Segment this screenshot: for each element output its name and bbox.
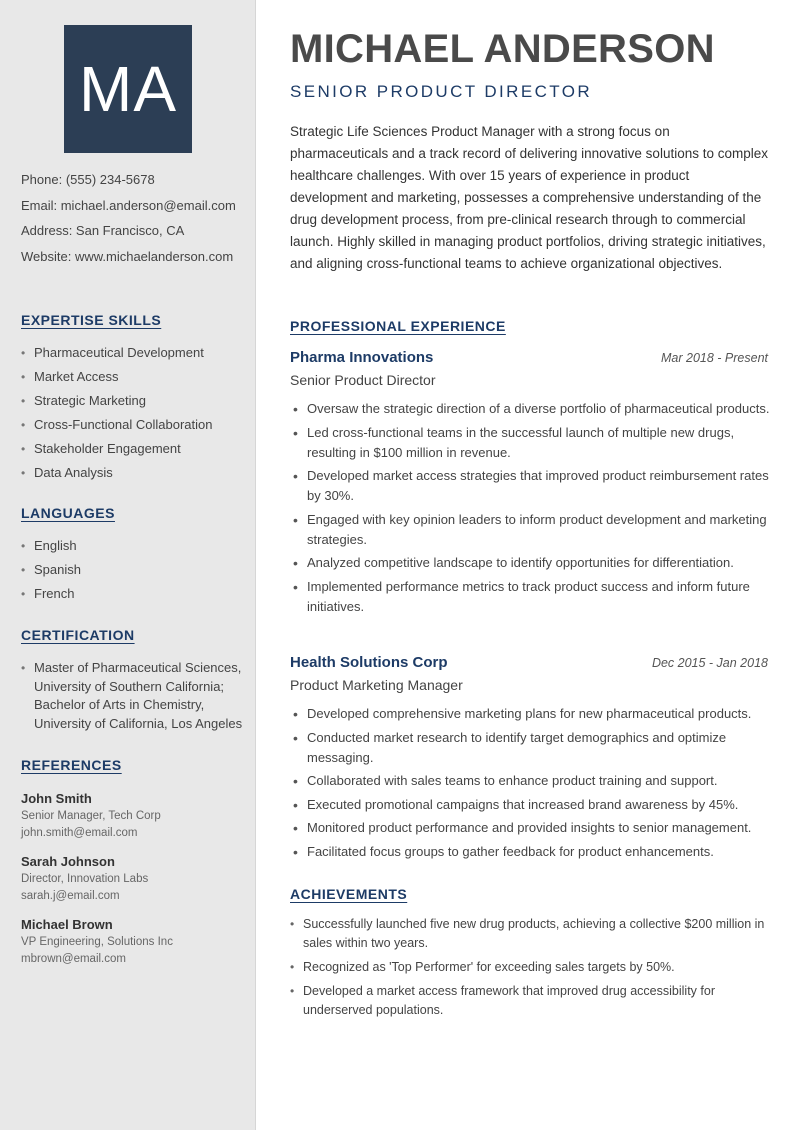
achievements-heading: ACHIEVEMENTS <box>290 886 408 902</box>
languages-heading: LANGUAGES <box>21 505 115 521</box>
reference-item <box>21 916 249 968</box>
skill-item: • Cross-Functional Collaboration <box>21 415 249 439</box>
reference-role: Senior Manager, Tech Corp <box>21 810 161 822</box>
job-company: Pharma Innovations <box>290 349 434 366</box>
skill-item: • Pharmaceutical Development <box>21 343 249 367</box>
job-bullet: • Executed promotional campaigns that increased brand awareness by 45%. <box>290 795 770 815</box>
reference-name: John Smith <box>21 791 92 806</box>
languages-list <box>21 536 249 608</box>
reference-name: Sarah Johnson <box>21 854 115 869</box>
reference-role: Director, Innovation Labs <box>21 873 149 885</box>
experience-heading: PROFESSIONAL EXPERIENCE <box>290 318 506 334</box>
job-bullet: • Oversaw the strategic direction of a diverse portfolio of pharmaceutical products. <box>290 399 770 419</box>
reference-role: VP Engineering, Solutions Inc <box>21 936 173 948</box>
achievements-list <box>290 915 770 1025</box>
language-item: • English <box>21 536 249 560</box>
skill-item: • Market Access <box>21 367 249 391</box>
contact-phone: Phone: (555) 234-5678 <box>21 172 155 187</box>
skill-item: • Stakeholder Engagement <box>21 439 249 463</box>
job-bullet: • Analyzed competitive landscape to identify opportunities for differentiation. <box>290 553 770 573</box>
contact-info <box>21 170 249 272</box>
reference-item <box>21 853 249 905</box>
skills-heading: EXPERTISE SKILLS <box>21 312 162 328</box>
skills-list <box>21 343 249 487</box>
job-bullet: • Monitored product performance and provided insights to senior management. <box>290 818 770 838</box>
sidebar <box>0 0 256 1130</box>
job-role: Senior Product Director <box>290 372 436 388</box>
certification-line: • Master of Pharmaceutical Sciences, <box>34 660 242 675</box>
job-bullets <box>290 704 770 865</box>
job-bullet: • Collaborated with sales teams to enhance product training and support. <box>290 771 770 791</box>
reference-name: Michael Brown <box>21 917 113 932</box>
skill-item: • Strategic Marketing <box>21 391 249 415</box>
candidate-name: MICHAEL ANDERSON <box>290 27 715 71</box>
job-dates: Mar 2018 - Present <box>661 351 768 365</box>
contact-email: Email: michael.anderson@email.com <box>21 197 236 213</box>
reference-email: john.smith@email.com <box>21 827 138 839</box>
job-role: Product Marketing Manager <box>290 677 463 693</box>
contact-website: Website: www.michaelanderson.com <box>21 248 234 264</box>
job-bullet: • Developed comprehensive marketing plans for new pharmaceutical products. <box>290 704 770 724</box>
contact-address: Address: San Francisco, CA <box>21 223 185 238</box>
reference-item <box>21 790 249 842</box>
skill-item: • Data Analysis <box>21 463 249 487</box>
job-company: Health Solutions Corp <box>290 654 448 671</box>
job-bullets <box>290 399 770 620</box>
job-bullet: • Led cross-functional teams in the successful launch of multiple new drugs, resulting in $100 million in revenue. <box>290 423 770 463</box>
job-bullet: • Implemented performance metrics to track product success and inform future initiatives. <box>290 577 770 617</box>
job-bullet: • Engaged with key opinion leaders to inform product development and marketing strategies. <box>290 510 770 550</box>
reference-email: sarah.j@email.com <box>21 890 120 902</box>
achievement-item: • Developed a market access framework that improved drug accessibility for underserved populations. <box>290 982 770 1020</box>
reference-email: mbrown@email.com <box>21 953 126 965</box>
language-item: • Spanish <box>21 560 249 584</box>
candidate-title: SENIOR PRODUCT DIRECTOR <box>290 82 593 101</box>
job-bullet: • Conducted market research to identify target demographics and optimize messaging. <box>290 728 770 768</box>
certification-heading: CERTIFICATION <box>21 627 135 643</box>
job-dates: Dec 2015 - Jan 2018 <box>651 656 768 670</box>
job-bullet: • Facilitated focus groups to gather feedback for product enhancements. <box>290 842 770 862</box>
certification-line: University of California, Los Angeles <box>34 716 243 732</box>
achievement-item: • Recognized as 'Top Performer' for exceeding sales targets by 50%. <box>290 958 770 977</box>
monogram-avatar: MA <box>64 25 192 153</box>
language-item: • French <box>21 584 249 608</box>
references-heading: REFERENCES <box>21 757 122 773</box>
certification-line: Bachelor of Arts in Chemistry, <box>34 697 205 713</box>
achievement-item: • Successfully launched five new drug products, achieving a collective $200 million in sales within two years. <box>290 915 770 953</box>
certification-line: University of Southern California; <box>34 678 225 694</box>
certification-item <box>21 659 251 734</box>
job-bullet: • Developed market access strategies that improved product reimbursement rates by 30%. <box>290 466 770 506</box>
profile-summary: Strategic Life Sciences Product Manager with a strong focus on pharmaceuticals and a track record of delivering innovative solutions to complex healthcare challenges. With over 15 years of experience in product development and marketing, possesses a comprehensive understanding of the drug development process, from pre-clinical research through to commercial launch. Highly skilled in managing product portfolios, driving strategic initiatives, and aligning cross-functional teams to achieve organizational objectives. <box>290 124 768 271</box>
